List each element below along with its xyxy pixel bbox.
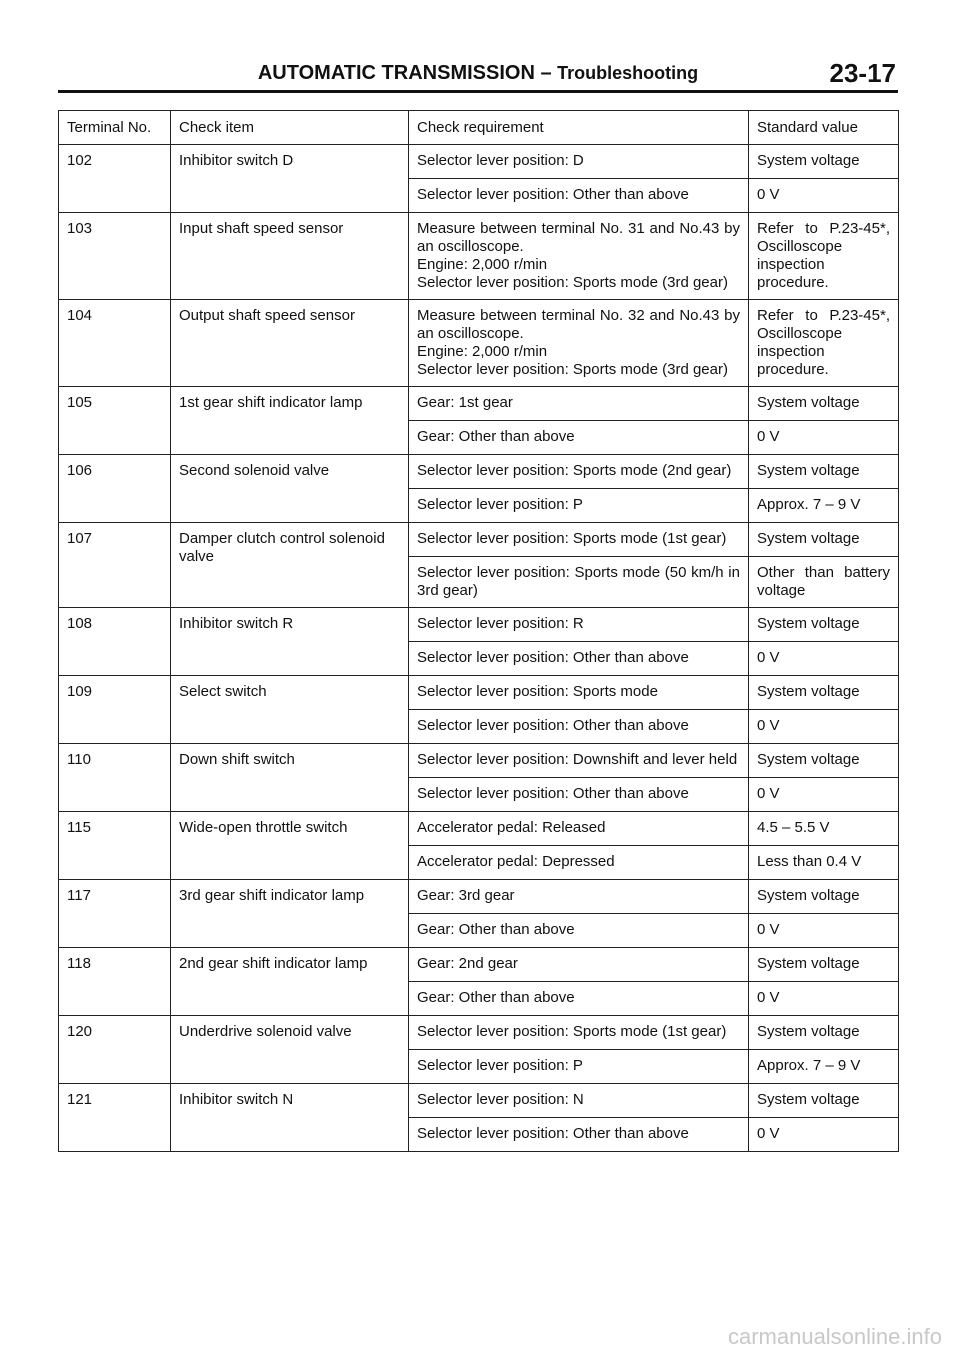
table-row bbox=[59, 387, 899, 421]
check-requirement-cell: Accelerator pedal: Released bbox=[409, 812, 749, 846]
standard-value-cell: 0 V bbox=[749, 710, 899, 744]
standard-value-cell: System voltage bbox=[749, 608, 899, 642]
standard-value-cell: System voltage bbox=[749, 1016, 899, 1050]
check-requirement-cell: Selector lever position: Sports mode (1st gear) bbox=[409, 1016, 749, 1050]
standard-value-cell: System voltage bbox=[749, 744, 899, 778]
column-header-check-item: Check item bbox=[171, 111, 409, 145]
check-item-cell: Damper clutch control solenoid valve bbox=[171, 523, 409, 608]
table-row bbox=[59, 455, 899, 489]
standard-value-cell: Refer to P.23-45*, Oscilloscope inspection procedure. bbox=[749, 213, 899, 300]
terminal-number-cell: 104 bbox=[59, 300, 171, 387]
check-requirement-cell: Gear: 1st gear bbox=[409, 387, 749, 421]
standard-value-cell: 4.5 – 5.5 V bbox=[749, 812, 899, 846]
table-row bbox=[59, 300, 899, 387]
table-header-row bbox=[59, 111, 899, 145]
check-item-cell: Output shaft speed sensor bbox=[171, 300, 409, 387]
standard-value-cell: Approx. 7 – 9 V bbox=[749, 489, 899, 523]
check-requirement-cell: Selector lever position: Sports mode (50 km/h in 3rd gear) bbox=[409, 557, 749, 608]
check-requirement-cell: Accelerator pedal: Depressed bbox=[409, 846, 749, 880]
check-requirement-cell: Measure between terminal No. 32 and No.43 by an oscilloscope. Engine: 2,000 r/min Selector lever position: Sports mode (3rd gear) bbox=[409, 300, 749, 387]
column-header-standard-value: Standard value bbox=[749, 111, 899, 145]
page-number: 23-17 bbox=[829, 58, 896, 88]
section-subtitle: Troubleshooting bbox=[557, 63, 699, 83]
terminal-number-cell: 121 bbox=[59, 1084, 171, 1152]
check-requirement-cell: Selector lever position: P bbox=[409, 1050, 749, 1084]
check-requirement-cell: Selector lever position: Downshift and lever held bbox=[409, 744, 749, 778]
table-row bbox=[59, 1016, 899, 1050]
standard-value-cell: Approx. 7 – 9 V bbox=[749, 1050, 899, 1084]
section-title: AUTOMATIC TRANSMISSION bbox=[257, 62, 535, 84]
standard-value-cell: 0 V bbox=[749, 778, 899, 812]
table-row bbox=[59, 744, 899, 778]
table-row bbox=[59, 213, 899, 300]
standard-value-cell: System voltage bbox=[749, 387, 899, 421]
terminal-number-cell: 106 bbox=[59, 455, 171, 523]
standard-value-cell: 0 V bbox=[749, 982, 899, 1016]
check-item-cell: Wide-open throttle switch bbox=[171, 812, 409, 880]
standard-value-cell: System voltage bbox=[749, 455, 899, 489]
check-requirement-cell: Measure between terminal No. 31 and No.43 by an oscilloscope. Engine: 2,000 r/min Selector lever position: Sports mode (3rd gear) bbox=[409, 213, 749, 300]
terminal-number-cell: 118 bbox=[59, 948, 171, 1016]
check-requirement-cell: Gear: 2nd gear bbox=[409, 948, 749, 982]
check-requirement-cell: Selector lever position: Sports mode (1st gear) bbox=[409, 523, 749, 557]
table-row bbox=[59, 948, 899, 982]
standard-value-cell: System voltage bbox=[749, 676, 899, 710]
standard-value-cell: System voltage bbox=[749, 880, 899, 914]
terminal-number-cell: 115 bbox=[59, 812, 171, 880]
table-row bbox=[59, 1084, 899, 1118]
standard-value-cell: System voltage bbox=[749, 1084, 899, 1118]
table-row bbox=[59, 880, 899, 914]
terminal-number-cell: 103 bbox=[59, 213, 171, 300]
check-requirement-cell: Selector lever position: R bbox=[409, 608, 749, 642]
terminal-number-cell: 105 bbox=[59, 387, 171, 455]
terminal-number-cell: 108 bbox=[59, 608, 171, 676]
table-row bbox=[59, 676, 899, 710]
check-item-cell: 1st gear shift indicator lamp bbox=[171, 387, 409, 455]
standard-value-cell: Less than 0.4 V bbox=[749, 846, 899, 880]
terminal-number-cell: 110 bbox=[59, 744, 171, 812]
check-requirement-cell: Selector lever position: N bbox=[409, 1084, 749, 1118]
standard-value-cell: 0 V bbox=[749, 642, 899, 676]
check-item-cell: Select switch bbox=[171, 676, 409, 744]
check-requirement-cell: Gear: 3rd gear bbox=[409, 880, 749, 914]
column-header-check-requirement: Check requirement bbox=[409, 111, 749, 145]
check-requirement-cell: Selector lever position: Sports mode bbox=[409, 676, 749, 710]
check-requirement-cell: Selector lever position: Other than above bbox=[409, 1118, 749, 1152]
standard-value-cell: System voltage bbox=[749, 523, 899, 557]
page-header bbox=[58, 58, 898, 93]
check-item-cell: Inhibitor switch N bbox=[171, 1084, 409, 1152]
table-row bbox=[59, 812, 899, 846]
terminal-check-table bbox=[58, 110, 899, 1152]
check-requirement-cell: Selector lever position: Other than above bbox=[409, 179, 749, 213]
check-requirement-cell: Gear: Other than above bbox=[409, 982, 749, 1016]
terminal-number-cell: 109 bbox=[59, 676, 171, 744]
table-row bbox=[59, 145, 899, 179]
check-item-cell: Down shift switch bbox=[171, 744, 409, 812]
terminal-number-cell: 120 bbox=[59, 1016, 171, 1084]
table-body bbox=[59, 145, 899, 1152]
check-item-cell: Second solenoid valve bbox=[171, 455, 409, 523]
page-title bbox=[58, 62, 898, 85]
title-separator: – bbox=[540, 62, 552, 84]
check-requirement-cell: Selector lever position: Other than above bbox=[409, 778, 749, 812]
check-item-cell: 2nd gear shift indicator lamp bbox=[171, 948, 409, 1016]
check-item-cell: Input shaft speed sensor bbox=[171, 213, 409, 300]
standard-value-cell: System voltage bbox=[749, 948, 899, 982]
terminal-number-cell: 117 bbox=[59, 880, 171, 948]
check-requirement-cell: Gear: Other than above bbox=[409, 421, 749, 455]
standard-value-cell: 0 V bbox=[749, 421, 899, 455]
check-item-cell: Inhibitor switch D bbox=[171, 145, 409, 213]
check-requirement-cell: Selector lever position: Other than above bbox=[409, 710, 749, 744]
column-header-terminal: Terminal No. bbox=[59, 111, 171, 145]
watermark: carmanualsonline.info bbox=[727, 1324, 942, 1349]
standard-value-cell: 0 V bbox=[749, 914, 899, 948]
standard-value-cell: 0 V bbox=[749, 179, 899, 213]
standard-value-cell: 0 V bbox=[749, 1118, 899, 1152]
table-row bbox=[59, 608, 899, 642]
check-requirement-cell: Gear: Other than above bbox=[409, 914, 749, 948]
check-requirement-cell: Selector lever position: P bbox=[409, 489, 749, 523]
terminal-number-cell: 102 bbox=[59, 145, 171, 213]
standard-value-cell: Other than battery voltage bbox=[749, 557, 899, 608]
check-requirement-cell: Selector lever position: Sports mode (2nd gear) bbox=[409, 455, 749, 489]
standard-value-cell: System voltage bbox=[749, 145, 899, 179]
check-item-cell: 3rd gear shift indicator lamp bbox=[171, 880, 409, 948]
table-row bbox=[59, 523, 899, 557]
check-requirement-cell: Selector lever position: Other than above bbox=[409, 642, 749, 676]
check-item-cell: Underdrive solenoid valve bbox=[171, 1016, 409, 1084]
terminal-number-cell: 107 bbox=[59, 523, 171, 608]
check-item-cell: Inhibitor switch R bbox=[171, 608, 409, 676]
check-requirement-cell: Selector lever position: D bbox=[409, 145, 749, 179]
standard-value-cell: Refer to P.23-45*, Oscilloscope inspection procedure. bbox=[749, 300, 899, 387]
